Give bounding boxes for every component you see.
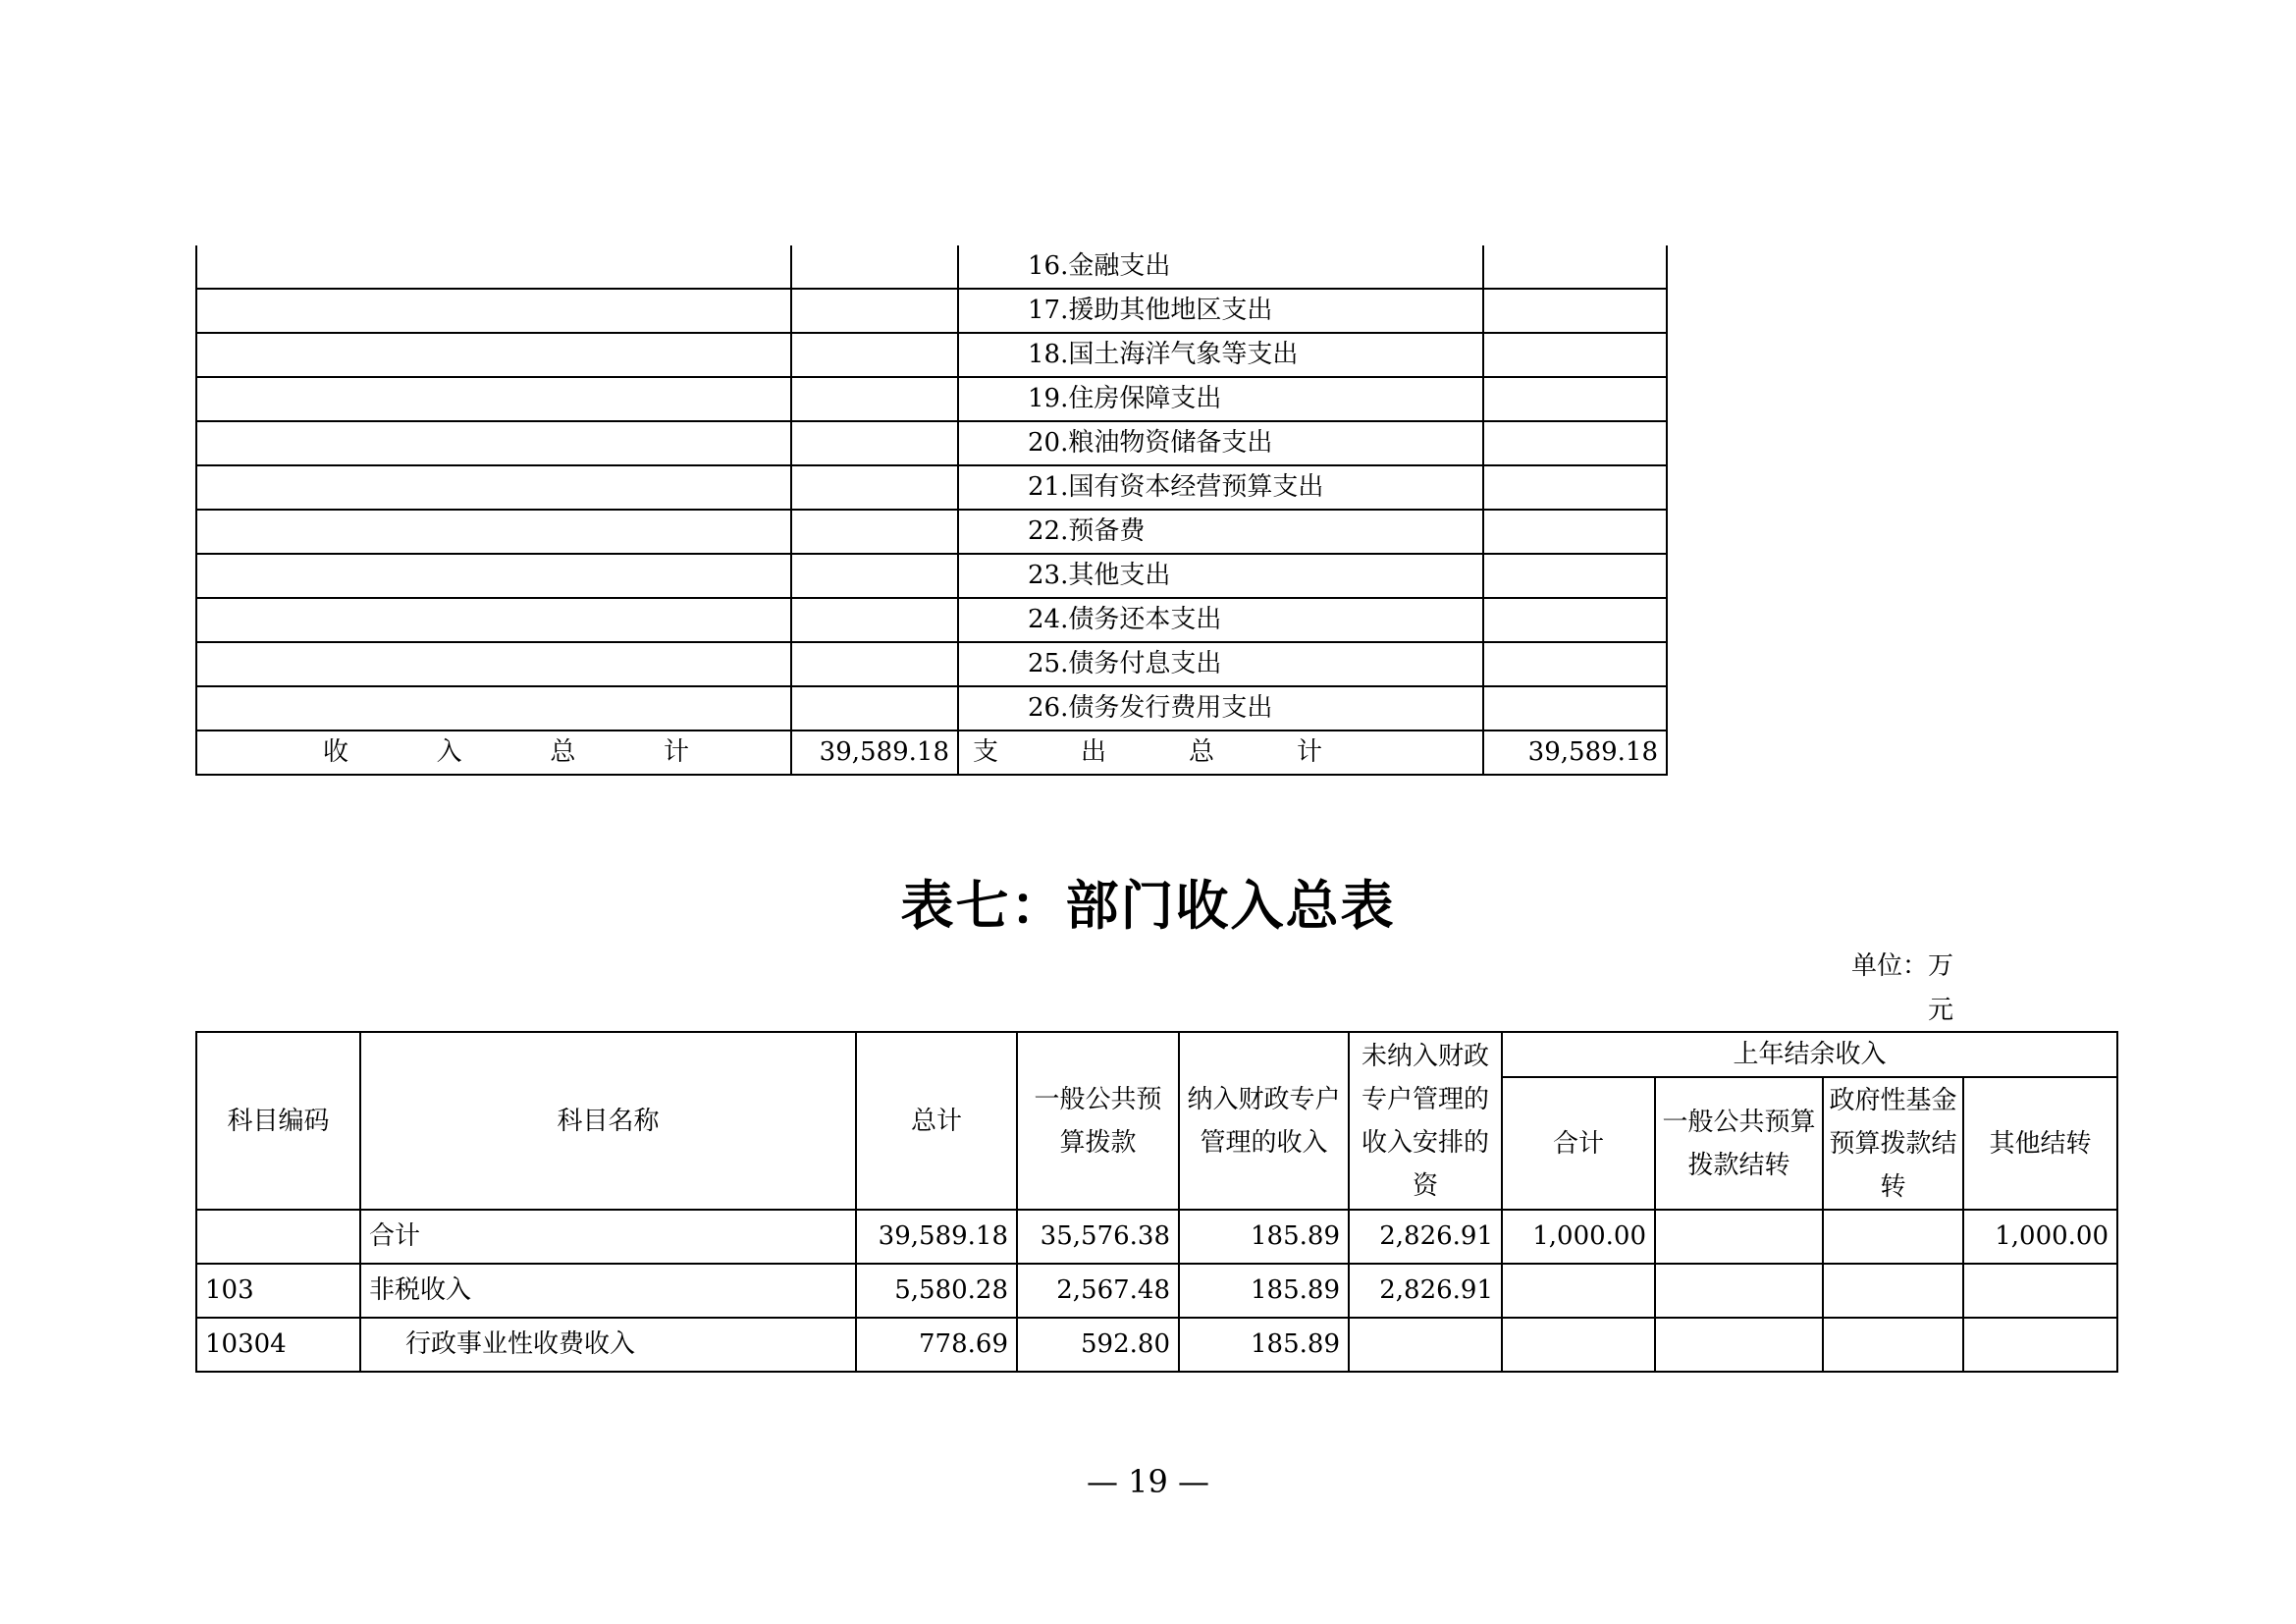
cell-carry-general [1655,1264,1823,1318]
table-row [196,510,1667,554]
income-item-cell [196,510,791,554]
income-item-cell [196,421,791,465]
income-item-cell [196,465,791,510]
cell-carry-other [1963,1318,2117,1372]
cell-carry-fund [1823,1210,1963,1264]
cell-name: 行政事业性收费收入 [360,1318,856,1372]
income-amount-cell [791,377,958,421]
income-amount-cell [791,289,958,333]
expense-item-label: 23.其他支出 [958,554,1483,598]
income-expense-summary-table [195,245,1668,776]
header-name: 科目名称 [360,1032,856,1210]
expense-total-value: 39,589.18 [1483,731,1667,775]
page-number: — 19 — [1086,1463,1210,1500]
header-carry-fund: 政府性基金预算拨款结转 [1823,1077,1963,1210]
cell-non-special: 2,826.91 [1349,1210,1502,1264]
expense-item-label: 18.国土海洋气象等支出 [958,333,1483,377]
cell-total: 778.69 [856,1318,1017,1372]
header-row-1 [196,1032,2117,1077]
expense-amount-cell [1483,642,1667,686]
header-general: 一般公共预算拨款 [1017,1032,1179,1210]
cell-carry-other: 1,000.00 [1963,1210,2117,1264]
header-carry-group: 上年结余收入 [1502,1032,2117,1077]
expense-item-label: 24.债务还本支出 [958,598,1483,642]
header-carry-other: 其他结转 [1963,1077,2117,1210]
table-row [196,333,1667,377]
table-row [196,1210,2117,1264]
expense-amount-cell [1483,289,1667,333]
cell-code [196,1210,360,1264]
header-special: 纳入财政专户管理的收入 [1179,1032,1349,1210]
cell-carry-total [1502,1264,1655,1318]
cell-name: 合计 [360,1210,856,1264]
cell-code: 103 [196,1264,360,1318]
header-code: 科目编码 [196,1032,360,1210]
cell-general: 2,567.48 [1017,1264,1179,1318]
cell-carry-general [1655,1210,1823,1264]
cell-carry-fund [1823,1318,1963,1372]
expense-amount-cell [1483,377,1667,421]
cell-total: 39,589.18 [856,1210,1017,1264]
expense-amount-cell [1483,421,1667,465]
income-amount-cell [791,554,958,598]
expense-amount-cell [1483,598,1667,642]
expense-item-label: 20.粮油物资储备支出 [958,421,1483,465]
income-item-cell [196,289,791,333]
income-amount-cell [791,465,958,510]
cell-special: 185.89 [1179,1210,1349,1264]
header-non-special: 未纳入财政专户管理的收入安排的资 [1349,1032,1502,1210]
expense-item-label: 21.国有资本经营预算支出 [958,465,1483,510]
header-carry-general: 一般公共预算拨款结转 [1655,1077,1823,1210]
income-item-cell [196,686,791,731]
expense-amount-cell [1483,686,1667,731]
cell-general: 35,576.38 [1017,1210,1179,1264]
income-item-cell [196,598,791,642]
income-amount-cell [791,510,958,554]
cell-special: 185.89 [1179,1264,1349,1318]
expense-item-label: 17.援助其他地区支出 [958,289,1483,333]
header-carry-total: 合计 [1502,1077,1655,1210]
cell-carry-general [1655,1318,1823,1372]
expense-amount-cell [1483,510,1667,554]
expense-item-label: 26.债务发行费用支出 [958,686,1483,731]
table-row [196,642,1667,686]
expense-amount-cell [1483,245,1667,289]
expense-item-label: 22.预备费 [958,510,1483,554]
cell-carry-total: 1,000.00 [1502,1210,1655,1264]
table-row [196,686,1667,731]
table-row [196,1318,2117,1372]
income-amount-cell [791,421,958,465]
table-row [196,465,1667,510]
table-row [196,598,1667,642]
cell-non-special: 2,826.91 [1349,1264,1502,1318]
income-amount-cell [791,686,958,731]
cell-special: 185.89 [1179,1318,1349,1372]
income-total-label: 收 入 总 计 [196,731,791,775]
income-amount-cell [791,333,958,377]
cell-carry-other [1963,1264,2117,1318]
cell-carry-fund [1823,1264,1963,1318]
expense-amount-cell [1483,333,1667,377]
expense-amount-cell [1483,465,1667,510]
income-amount-cell [791,642,958,686]
table-row [196,289,1667,333]
expense-item-label: 19.住房保障支出 [958,377,1483,421]
income-item-cell [196,333,791,377]
cell-general: 592.80 [1017,1318,1179,1372]
income-item-cell [196,554,791,598]
expense-amount-cell [1483,554,1667,598]
expense-item-label: 16.金融支出 [958,245,1483,289]
expense-item-label: 25.债务付息支出 [958,642,1483,686]
cell-non-special [1349,1318,1502,1372]
cell-name: 非税收入 [360,1264,856,1318]
income-item-cell [196,245,791,289]
cell-carry-total [1502,1318,1655,1372]
income-item-cell [196,377,791,421]
income-amount-cell [791,245,958,289]
cell-code: 10304 [196,1318,360,1372]
department-income-table [195,1031,2118,1373]
income-item-cell [196,642,791,686]
expense-total-label: 支 出 总 计 [958,731,1483,775]
income-total-value: 39,589.18 [791,731,958,775]
table-row [196,554,1667,598]
table-row [196,245,1667,289]
cell-total: 5,580.28 [856,1264,1017,1318]
page-title: 表七：部门收入总表 [900,875,1396,937]
table-row [196,421,1667,465]
income-amount-cell [791,598,958,642]
unit-label: 单位：万 元 [1850,951,1953,1025]
header-total: 总计 [856,1032,1017,1210]
table-row [196,377,1667,421]
total-row [196,731,1667,775]
table-row [196,1264,2117,1318]
